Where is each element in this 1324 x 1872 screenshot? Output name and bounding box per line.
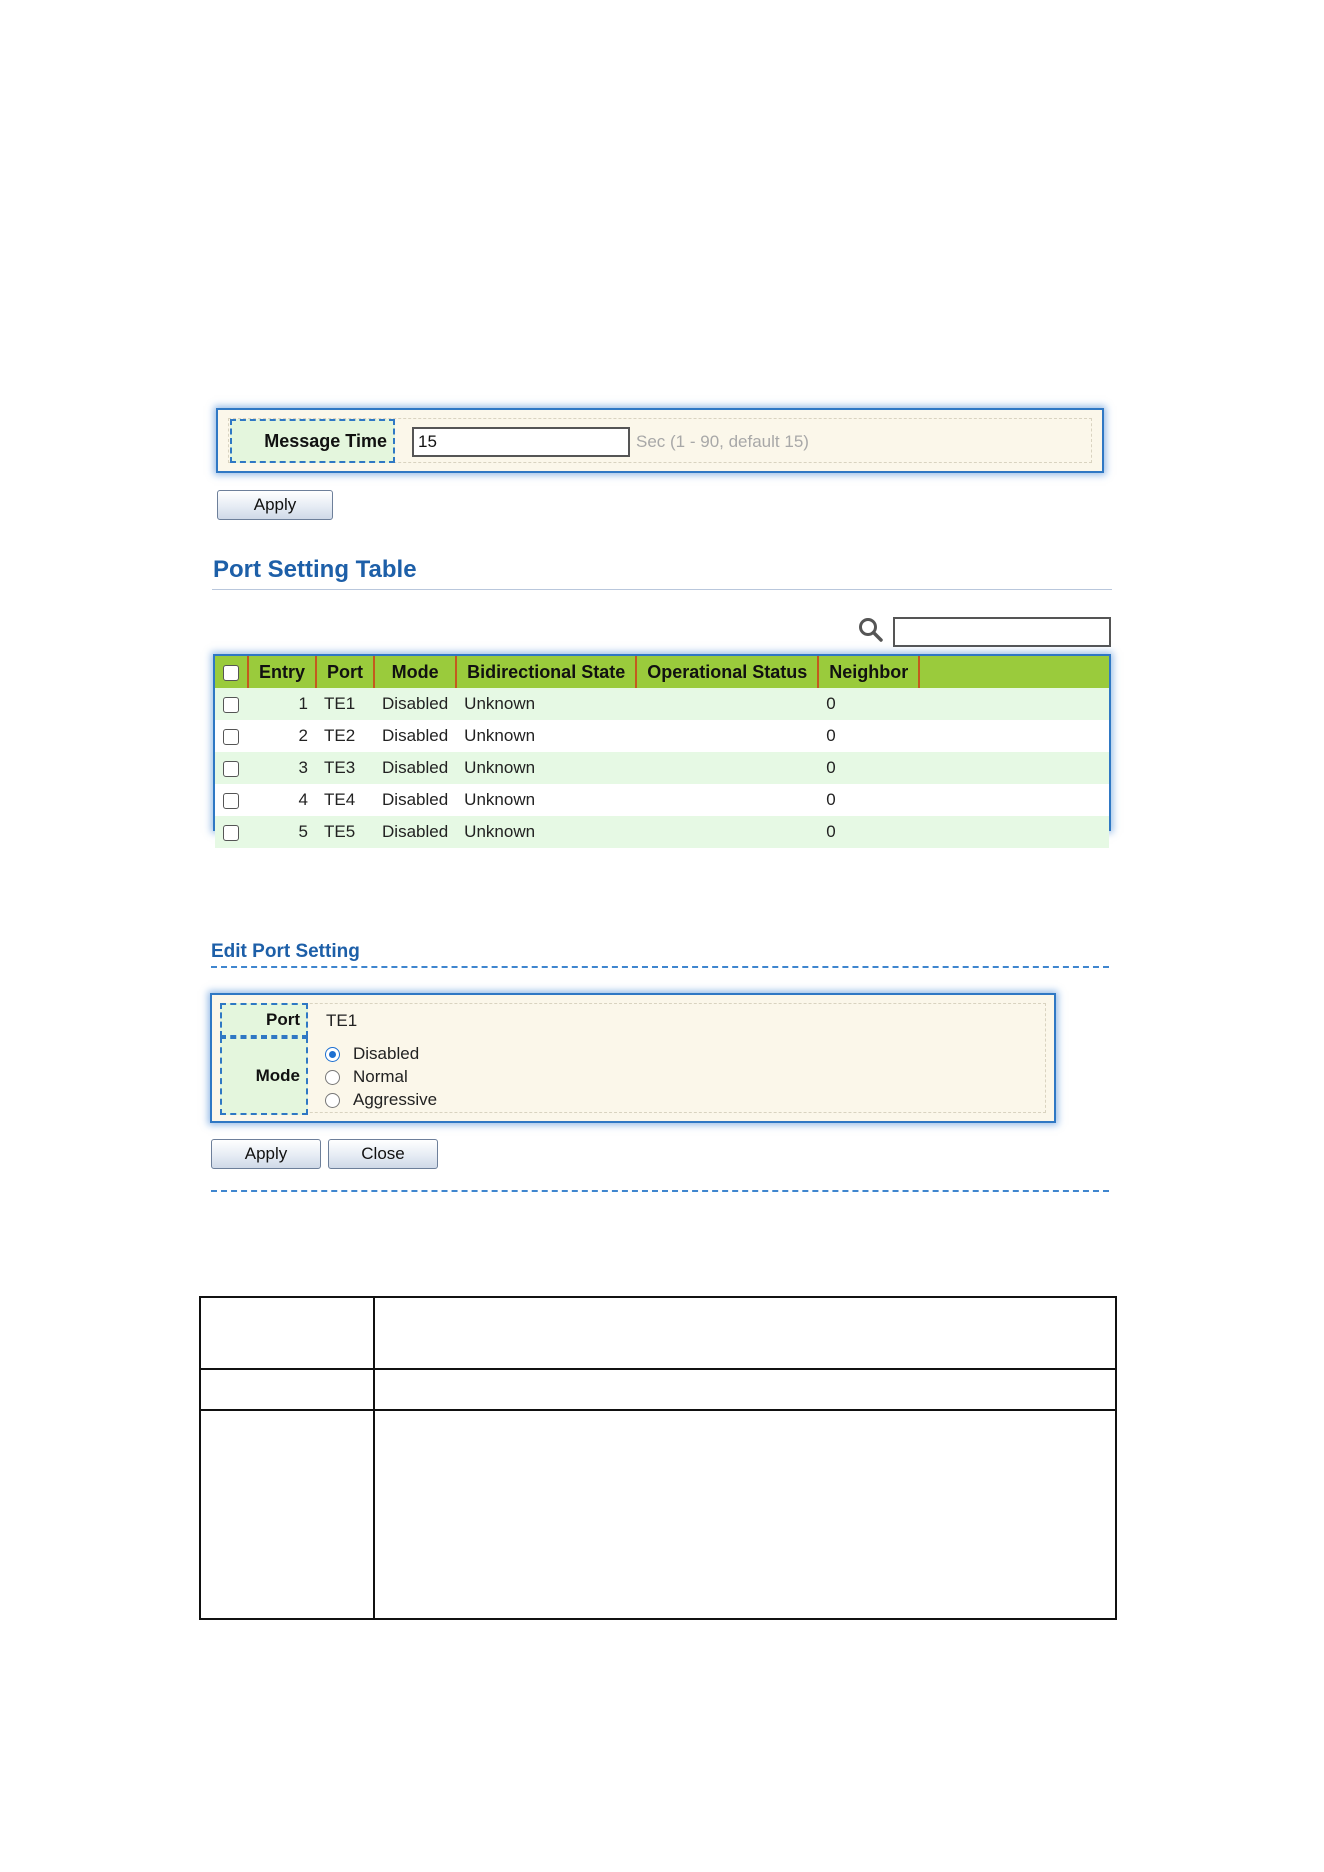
mode-radio-normal[interactable] [325,1070,340,1085]
cell-filler [919,784,1109,816]
table-row[interactable] [215,784,1109,816]
row-select-cell[interactable] [215,752,248,784]
cell-bidirectional-state: Unknown [456,688,636,720]
cell-port: TE3 [316,752,374,784]
message-time-apply-button[interactable]: Apply [217,490,333,520]
mode-label: Mode [220,1037,308,1115]
cell-mode: Disabled [374,784,456,816]
row-select-cell[interactable] [215,784,248,816]
cell-bidirectional-state: Unknown [456,752,636,784]
port-table-title: Port Setting Table [213,556,417,583]
table-header-row [215,656,1109,688]
cell-operational-status [636,784,818,816]
row-checkbox[interactable] [223,793,239,809]
cell-filler [919,688,1109,720]
column-header-operational-status[interactable]: Operational Status [636,656,818,688]
column-header-bidirectional-state[interactable]: Bidirectional State [456,656,636,688]
mode-option-aggressive-label[interactable]: Aggressive [353,1090,438,1109]
cell-operational-status [636,752,818,784]
edit-port-top-rule [211,966,1109,968]
cell-port: TE4 [316,784,374,816]
cell-entry: 4 [248,784,316,816]
cell-bidirectional-state: Unknown [456,720,636,752]
cell-port: TE1 [316,688,374,720]
cell-mode: Disabled [374,688,456,720]
edit-port-bottom-rule [211,1190,1109,1192]
mode-option-normal-label[interactable]: Normal [353,1067,408,1086]
port-setting-table [213,654,1111,841]
port-table-search-input[interactable] [893,617,1111,647]
column-header-mode[interactable]: Mode [374,656,456,688]
mode-option-disabled-label[interactable]: Disabled [353,1044,420,1063]
column-header-neighbor[interactable]: Neighbor [818,656,919,688]
cell-entry: 1 [248,688,316,720]
column-header-entry[interactable]: Entry [248,656,316,688]
cell-filler [919,720,1109,752]
message-time-label: Message Time [230,419,395,463]
cell-filler [919,752,1109,784]
header-select-all[interactable] [215,656,248,688]
edit-port-apply-button[interactable]: Apply [211,1139,321,1169]
cell-operational-status [636,816,818,848]
column-header-port[interactable]: Port [316,656,374,688]
table-row[interactable] [215,752,1109,784]
table-divider [201,1368,1115,1370]
cell-neighbor: 0 [818,784,919,816]
cell-bidirectional-state: Unknown [456,784,636,816]
mode-radio-aggressive[interactable] [325,1093,340,1108]
table-divider [201,1409,1115,1411]
port-table [215,656,1109,848]
message-time-form [216,408,1104,473]
row-checkbox[interactable] [223,729,239,745]
cell-mode: Disabled [374,720,456,752]
cell-operational-status [636,720,818,752]
row-select-cell[interactable] [215,720,248,752]
message-time-hint: Sec (1 - 90, default 15) [636,432,809,451]
table-row[interactable] [215,688,1109,720]
cell-mode: Disabled [374,816,456,848]
search-icon[interactable] [857,616,885,644]
cell-neighbor: 0 [818,816,919,848]
cell-entry: 3 [248,752,316,784]
row-select-cell[interactable] [215,688,248,720]
cell-entry: 5 [248,816,316,848]
port-table-title-rule [212,589,1112,590]
cell-neighbor: 0 [818,752,919,784]
cell-neighbor: 0 [818,688,919,720]
table-row[interactable] [215,720,1109,752]
cell-operational-status [636,688,818,720]
cell-port: TE2 [316,720,374,752]
mode-radio-disabled[interactable] [325,1047,340,1062]
row-checkbox[interactable] [223,825,239,841]
cell-bidirectional-state: Unknown [456,816,636,848]
message-time-input[interactable] [412,427,630,457]
cell-entry: 2 [248,720,316,752]
port-value: TE1 [326,1011,358,1030]
select-all-checkbox[interactable] [223,665,239,681]
table-column-divider [373,1298,375,1618]
description-table [199,1296,1117,1620]
row-select-cell[interactable] [215,816,248,848]
edit-port-close-button[interactable]: Close [328,1139,438,1169]
table-row[interactable] [215,816,1109,848]
row-checkbox[interactable] [223,697,239,713]
header-filler [919,656,1109,688]
row-checkbox[interactable] [223,761,239,777]
cell-port: TE5 [316,816,374,848]
cell-filler [919,816,1109,848]
edit-port-title: Edit Port Setting [211,941,360,962]
port-label: Port [220,1003,308,1037]
cell-neighbor: 0 [818,720,919,752]
edit-port-form [210,993,1056,1123]
cell-mode: Disabled [374,752,456,784]
